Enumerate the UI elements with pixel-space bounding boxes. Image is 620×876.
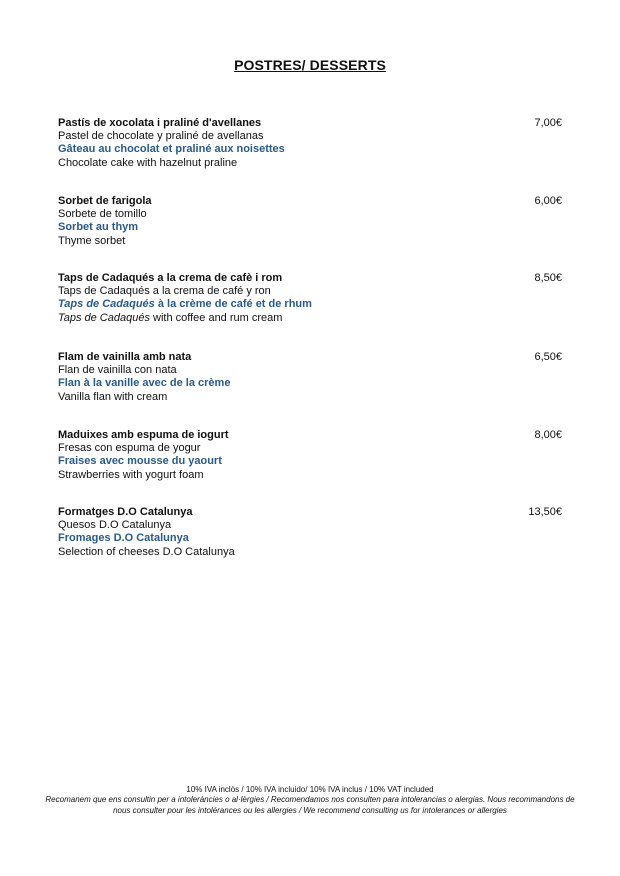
- menu-item-cheeses: [58, 506, 562, 559]
- item-price: 13,50€: [528, 506, 562, 518]
- footer-notes: [40, 785, 580, 816]
- item-name-english-italic: Taps de Cadaqués: [58, 311, 150, 324]
- menu-item-taps-de-cadaques: [58, 272, 562, 325]
- item-name-french: Flan à la vanille avec de la crème: [58, 377, 231, 390]
- item-price: 8,50€: [534, 272, 562, 284]
- item-name-english-rest: with coffee and rum cream: [149, 311, 283, 324]
- item-name-french-rest: à la crème de café et de rhum: [154, 298, 312, 311]
- item-name-english: Strawberries with yogurt foam: [58, 468, 204, 481]
- item-name-catalan: Formatges D.O Catalunya: [58, 506, 193, 518]
- item-name-french: Fraises avec mousse du yaourt: [58, 455, 222, 468]
- menu-item-vanilla-flan: [58, 351, 562, 404]
- item-name-french: Fromages D.O Catalunya: [58, 532, 189, 545]
- item-name-spanish: Pastel de chocolate y praliné de avellanas: [58, 130, 264, 143]
- item-name-english: Chocolate cake with hazelnut praline: [58, 156, 238, 169]
- menu-title: POSTRES/ DESSERTS: [234, 57, 386, 73]
- item-name-spanish: Sorbete de tomillo: [58, 208, 147, 221]
- item-name-english: Selection of cheeses D.O Catalunya: [58, 545, 235, 558]
- item-name-english: Thyme sorbet: [58, 234, 126, 247]
- item-name-spanish: Fresas con espuma de yogur: [58, 442, 201, 455]
- item-name-french: Gâteau au chocolat et praliné aux noisettes: [58, 143, 285, 156]
- item-name-spanish: Taps de Cadaqués a la crema de café y ron: [58, 285, 271, 298]
- item-name-catalan: Pastís de xocolata i praliné d'avellanes: [58, 117, 262, 129]
- item-name-french-italic: Taps de Cadaqués: [58, 298, 155, 311]
- item-name-french: [58, 298, 562, 311]
- item-price: 6,50€: [534, 351, 562, 363]
- item-name-catalan: Maduixes amb espuma de iogurt: [58, 429, 229, 441]
- vat-note: 10% IVA inclòs / 10% IVA incluido/ 10% IVA inclus / 10% VAT included: [186, 785, 434, 794]
- item-name-french: Sorbet au thym: [58, 221, 139, 234]
- allergy-note: Recomanem que ens consultin per a intoleràncies o al·lèrgies / Recomendamos nos consulten para intolerancias o alergias. Nous recommandons de nous consulter pour les intolérances ou les allergies / We recommend consulting us for intolerances or allergies: [45, 795, 575, 815]
- menu-item-strawberries: [58, 429, 562, 482]
- item-name-catalan: Flam de vainilla amb nata: [58, 351, 192, 363]
- menu-item-chocolate-cake: [58, 117, 562, 170]
- item-price: 8,00€: [534, 429, 562, 441]
- item-name-english: [58, 312, 562, 325]
- item-price: 7,00€: [534, 117, 562, 129]
- item-price: 6,00€: [534, 195, 562, 207]
- item-name-spanish: Flan de vainilla con nata: [58, 364, 177, 377]
- item-name-catalan: Taps de Cadaqués a la crema de cafè i rom: [58, 272, 283, 284]
- item-name-catalan: Sorbet de farigola: [58, 195, 152, 207]
- item-name-english: Vanilla flan with cream: [58, 390, 168, 403]
- item-name-spanish: Quesos D.O Catalunya: [58, 519, 172, 532]
- menu-item-thyme-sorbet: [58, 195, 562, 248]
